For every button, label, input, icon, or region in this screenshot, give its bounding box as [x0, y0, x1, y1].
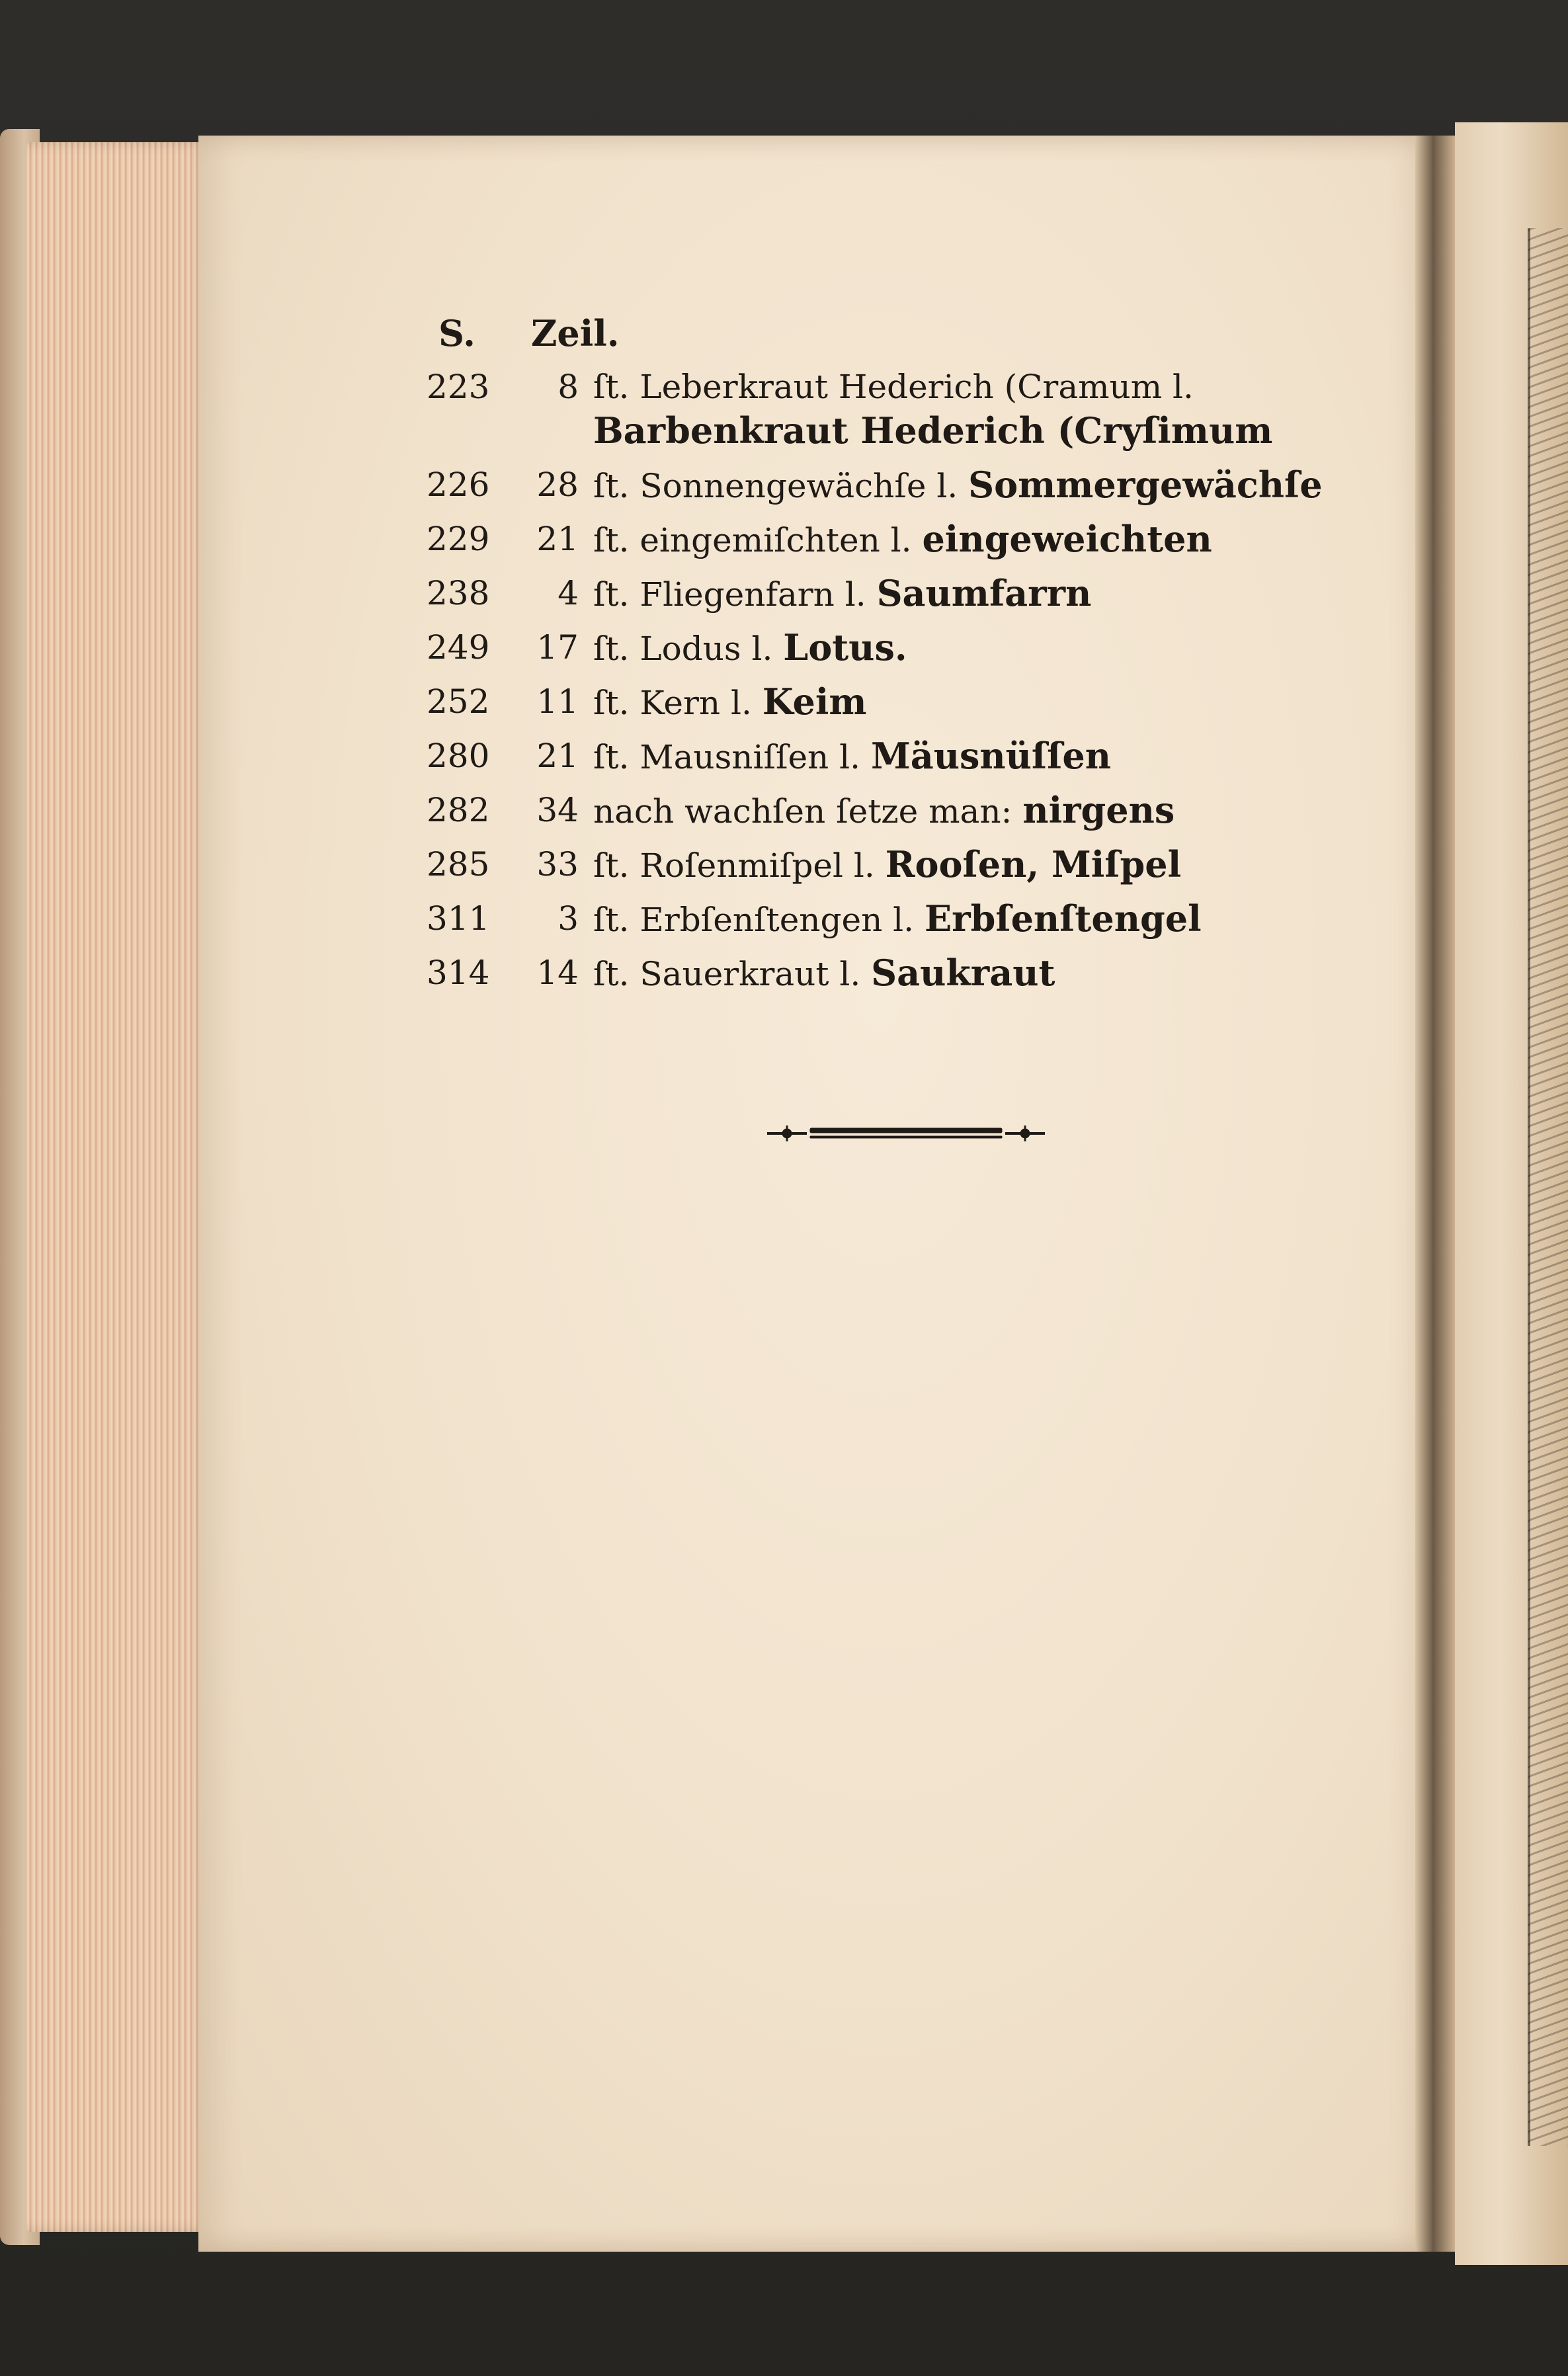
entry-text — [593, 365, 1379, 454]
entry-erratum: ſt. Mausniſſen l. — [593, 738, 861, 776]
errata-list — [427, 311, 1379, 996]
entry-text — [593, 571, 1379, 616]
errata-entry — [427, 680, 1379, 725]
entry-page: 314 — [427, 954, 490, 992]
entry-text — [593, 897, 1379, 942]
entry-line: 3 — [557, 899, 579, 938]
entry-page: 311 — [427, 899, 490, 938]
errata-entry — [427, 626, 1379, 671]
errata-entry — [427, 788, 1379, 833]
ornament-rule-icon — [761, 1118, 1052, 1151]
errata-entry — [427, 842, 1379, 887]
errata-entry — [427, 517, 1379, 562]
entry-text — [593, 626, 1379, 671]
entry-erratum: ſt. Lodus l. — [593, 630, 773, 668]
entry-line: 14 — [536, 954, 579, 992]
entry-correction: eingeweichten — [922, 518, 1212, 560]
entry-page: 249 — [427, 628, 490, 667]
errata-entry — [427, 365, 1379, 454]
entry-correction: Barbenkraut Hederich (Cryſimum — [593, 409, 1273, 452]
entry-line: 4 — [557, 574, 579, 612]
entry-line: 21 — [536, 737, 579, 775]
entry-correction: Saumfarrn — [876, 572, 1092, 614]
entry-text — [593, 951, 1379, 996]
errata-entry — [427, 951, 1379, 996]
entry-page: 285 — [427, 845, 490, 883]
entry-line: 34 — [536, 791, 579, 829]
entry-page: 252 — [427, 682, 490, 721]
entry-erratum: ſt. Kern l. — [593, 684, 752, 722]
entry-page: 282 — [427, 791, 490, 829]
entry-erratum: nach wachſen ſetze man: — [593, 792, 1012, 831]
entry-correction: nirgens — [1022, 789, 1175, 831]
entry-text — [593, 517, 1379, 562]
entry-erratum: ſt. Roſenmiſpel l. — [593, 846, 875, 885]
entry-line: 28 — [536, 466, 579, 504]
errata-header — [427, 311, 1379, 356]
book-gutter — [1415, 136, 1455, 2252]
facing-page — [1455, 122, 1568, 2265]
entry-correction: Sommergewächſe — [968, 464, 1323, 506]
entry-correction: Lotus. — [783, 626, 907, 669]
entry-page: 226 — [427, 466, 490, 504]
entry-line: 8 — [557, 368, 579, 406]
entry-page: 223 — [427, 368, 490, 406]
errata-entry — [427, 897, 1379, 942]
entry-line: 17 — [536, 628, 579, 667]
entry-text — [593, 734, 1379, 779]
entry-correction: Rooſen, Miſpel — [885, 843, 1182, 885]
page-block-edge — [26, 142, 212, 2232]
entry-correction: Saukraut — [871, 952, 1055, 994]
entry-correction: Erbſenſtengel — [924, 897, 1202, 940]
header-page-label: S. — [438, 312, 475, 354]
entry-line: 11 — [536, 682, 579, 721]
entry-erratum: ſt. Sonnengewächſe l. — [593, 467, 958, 505]
entry-erratum: ſt. eingemiſchten l. — [593, 521, 912, 559]
entry-erratum: ſt. Leberkraut Hederich (Cramum l. — [593, 368, 1194, 406]
entry-text — [593, 463, 1379, 508]
entry-page: 280 — [427, 737, 490, 775]
entry-text — [593, 842, 1379, 887]
entry-correction: Mäusnüſſen — [870, 735, 1111, 777]
entry-erratum: ſt. Erbſenſtengen l. — [593, 901, 915, 939]
entry-line: 33 — [536, 845, 579, 883]
entry-page: 229 — [427, 520, 490, 558]
errata-entry — [427, 463, 1379, 508]
entry-erratum: ſt. Fliegenfarn l. — [593, 575, 866, 614]
entry-page: 238 — [427, 574, 490, 612]
entry-line: 21 — [536, 520, 579, 558]
header-line-label: Zeil. — [531, 312, 620, 354]
entry-erratum: ſt. Sauerkraut l. — [593, 955, 861, 993]
entry-text — [593, 788, 1379, 833]
entry-correction: Keim — [762, 680, 867, 723]
facing-page-engraving — [1528, 228, 1568, 2146]
errata-entry — [427, 734, 1379, 779]
entry-text — [593, 680, 1379, 725]
errata-entry — [427, 571, 1379, 616]
